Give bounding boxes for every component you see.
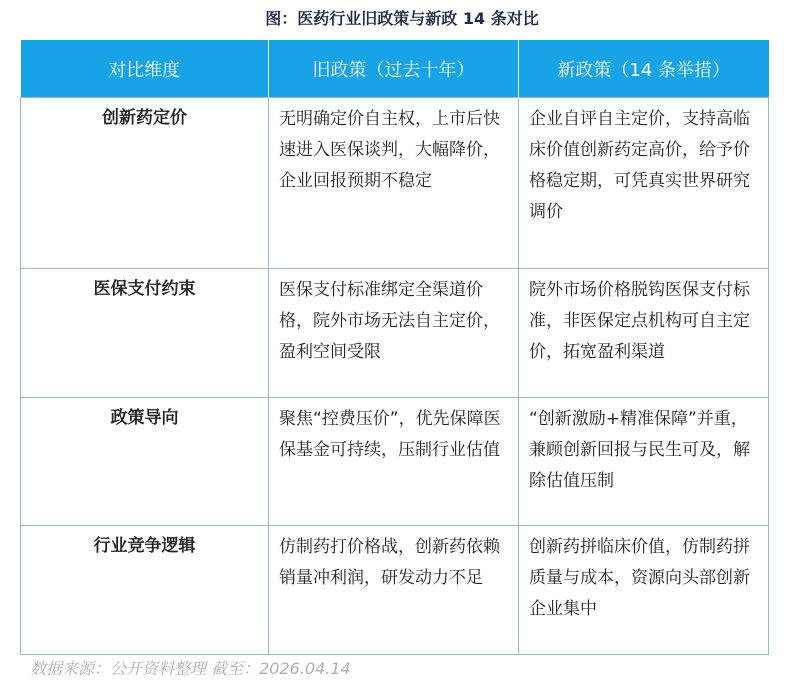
row-dimension: 行业竞争逻辑 — [21, 526, 269, 655]
header-dimension: 对比维度 — [21, 40, 269, 98]
header-old-policy: 旧政策（过去十年） — [269, 40, 519, 98]
policy-comparison-table — [20, 40, 769, 655]
source-note: 数据来源：公开资料整理 截至：2026.04.14 — [30, 659, 351, 678]
table-row — [21, 398, 769, 526]
table-header-row — [21, 40, 769, 98]
page-title: 图：医药行业旧政策与新政 14 条对比 — [265, 9, 539, 28]
row-old-policy: 无明确定价自主权，上市后快速进入医保谈判，大幅降价，企业回报预期不稳定 — [269, 98, 519, 269]
row-dimension: 政策导向 — [21, 398, 269, 526]
row-new-policy: “创新激励+精准保障”并重，兼顾创新回报与民生可及，解除估值压制 — [519, 398, 769, 526]
row-dimension: 医保支付约束 — [21, 269, 269, 398]
table-row — [21, 98, 769, 269]
header-new-policy: 新政策（14 条举措） — [519, 40, 769, 98]
row-dimension: 创新药定价 — [21, 98, 269, 269]
row-old-policy: 聚焦“控费压价”，优先保障医保基金可持续，压制行业估值 — [269, 398, 519, 526]
table-row — [21, 269, 769, 398]
table-row — [21, 526, 769, 655]
row-new-policy: 院外市场价格脱钩医保支付标准，非医保定点机构可自主定价，拓宽盈利渠道 — [519, 269, 769, 398]
row-old-policy: 仿制药打价格战，创新药依赖销量冲利润，研发动力不足 — [269, 526, 519, 655]
row-new-policy: 企业自评自主定价，支持高临床价值创新药定高价，给予价格稳定期，可凭真实世界研究调价 — [519, 98, 769, 269]
row-new-policy: 创新药拼临床价值，仿制药拼质量与成本，资源向头部创新企业集中 — [519, 526, 769, 655]
row-old-policy: 医保支付标准绑定全渠道价格，院外市场无法自主定价，盈利空间受限 — [269, 269, 519, 398]
